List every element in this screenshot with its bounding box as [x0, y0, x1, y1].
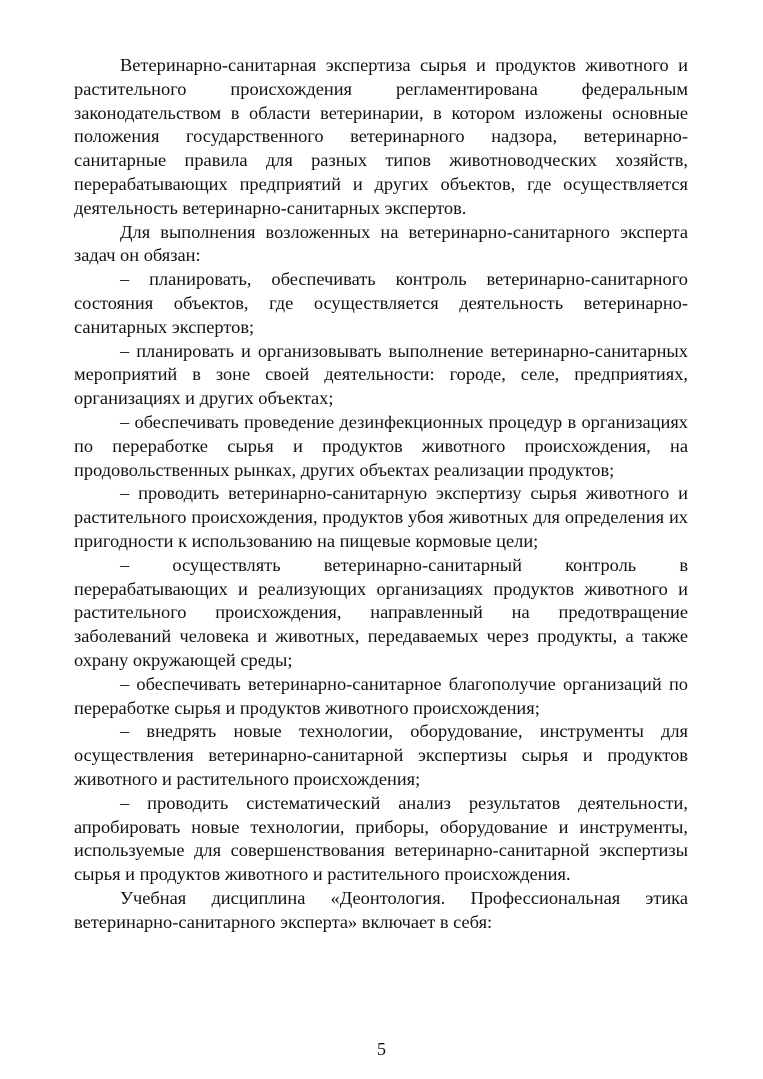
- paragraph-duties-intro: Для выполнения возложенных на ветеринарно-санитарного эксперта задач он обязан:: [74, 221, 688, 266]
- page-body: [74, 54, 688, 934]
- list-item-duty-1: – планировать, обеспечивать контроль ветеринарно-санитарного состояния объектов, где осуществляется деятельность ветеринарно-санитарных экспертов;: [74, 269, 688, 337]
- page-number: 5: [377, 1039, 386, 1059]
- list-item-duty-7: – внедрять новые технологии, оборудование, инструменты для осуществления ветеринарно-санитарной экспертизы сырья и продуктов животного и растительного происхождения;: [74, 721, 688, 789]
- list-item-duty-6: – обеспечивать ветеринарно-санитарное благополучие организаций по переработке сырья и продуктов животного происхождения;: [74, 673, 688, 718]
- list-item-duty-5: – осуществлять ветеринарно-санитарный контроль в перерабатывающих и реализующих организациях продуктов животного и растительного происхождения, направленный на предотвращение заболеваний человека и животных, передаваемых через продукты, а также охрану окружающей среды;: [74, 554, 688, 670]
- list-item-duty-3: – обеспечивать проведение дезинфекционных процедур в организациях по переработке сырья и продуктов животного происхождения, на продовольственных рынках, других объектах реализации продуктов;: [74, 411, 688, 480]
- paragraph-intro: Ветеринарно-санитарная экспертиза сырья и продуктов животного и растительного происхождения регламентирована федеральным законодательством в области ветеринарии, в котором изложены основные положения государственного ветеринарного надзора, ветеринарно-санитарные правила для разных типов животноводческих хозяйств, перерабатывающих предприятий и других объектов, где осуществляется деятельность ветеринарно-санитарных экспертов.: [74, 55, 688, 218]
- list-item-duty-4: – проводить ветеринарно-санитарную экспертизу сырья животного и растительного происхождения, продуктов убоя животных для определения их пригодности к использованию на пищевые кормовые цели;: [74, 483, 688, 551]
- list-item-duty-8: – проводить систематический анализ результатов деятельности, апробировать новые технологии, приборы, оборудование и инструменты, используемые для совершенствования ветеринарно-санитарной экспертизы сырья и продуктов животного и растительного происхождения.: [74, 792, 688, 885]
- paragraph-discipline: Учебная дисциплина «Деонтология. Профессиональная этика ветеринарно-санитарного эксперта» включает в себя:: [74, 887, 688, 932]
- list-item-duty-2: – планировать и организовывать выполнение ветеринарно-санитарных мероприятий в зоне своей деятельности: городе, селе, предприятиях, организациях и других объектах;: [74, 340, 688, 409]
